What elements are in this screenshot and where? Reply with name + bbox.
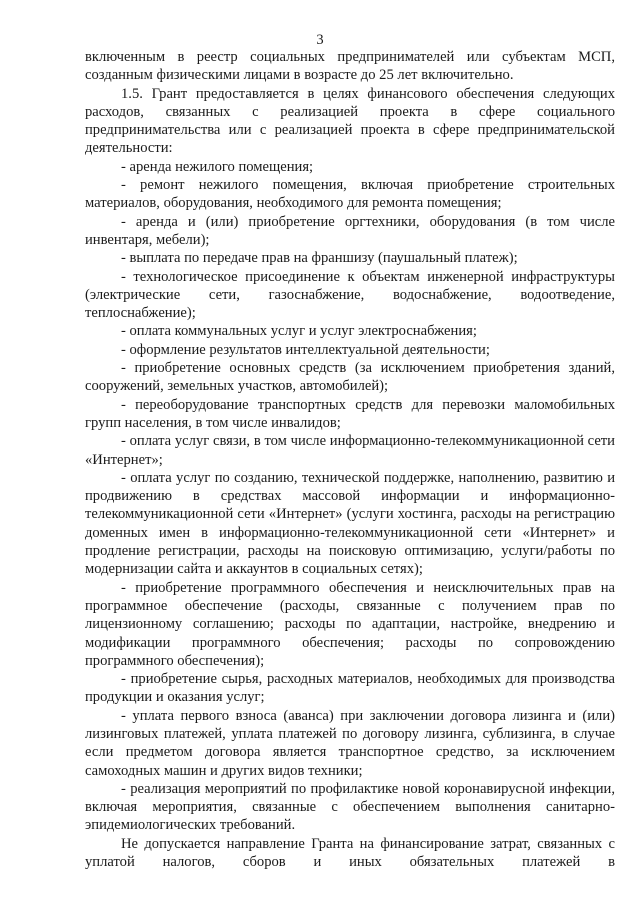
list-item: - переоборудование транспортных средств для перевозки маломобильных групп населения, в том числе инвалидов; [85,396,615,431]
list-item: - приобретение основных средств (за исключением приобретения зданий, сооружений, земельных участков, автомобилей); [85,360,615,395]
closing-paragraph: Не допускается направление Гранта на финансирование затрат, связанных с уплатой налогов, сборов и иных обязательных платежей в [85,835,615,871]
expense-list [85,158,615,835]
list-item: - аренда нежилого помещения; [121,158,314,175]
list-item: - технологическое присоединение к объектам инженерной инфраструктуры (электрические сети, газоснабжение, водоснабжение, водоотведение, теплоснабжение); [85,268,615,322]
list-item: - уплата первого взноса (аванса) при заключении договора лизинга и (или) лизинговых платежей, уплата платежей по договору лизинга, сублизинга, в случае если предметом договора является транспортное средство, за исключением самоходных машин и других видов техники; [85,707,615,779]
list-item: - оплата услуг по созданию, технической поддержке, наполнению, развитию и продвижению в средствах массовой информации и информационно-телекоммуникационной сети «Интернет» (услуги хостинга, расходы на регистрацию доменных имен в информационно-телекоммуникационной сети «Интернет» и продление регистрации, расходы на поисковую оптимизацию, услуги/работы по модернизации сайта и аккаунтов в социальных сетях); [85,469,615,578]
document-body [85,48,615,871]
clause-1-5: 1.5. Грант предоставляется в целях финансового обеспечения следующих расходов, связанных с реализацией проекта в сфере социального предпринимательства или с реализацией проекта в сфере предпринимательской деятельности: [85,85,615,157]
list-item: - оплата услуг связи, в том числе информационно-телекоммуникационной сети «Интернет»; [85,433,615,468]
list-item: - приобретение программного обеспечения и неисключительных прав на программное обеспечение (расходы, связанные с получением прав по лицензионному соглашению; расходы по адаптации, настройке, внедрению и модификации программного обеспечения; расходы по сопровождению программного обеспечения); [85,579,615,669]
list-item: - приобретение сырья, расходных материалов, необходимых для производства продукции и оказания услуг; [85,671,615,706]
list-item: - выплата по передаче прав на франшизу (паушальный платеж); [121,250,518,267]
list-item: - оформление результатов интеллектуальной деятельности; [121,341,490,358]
page-number: 3 [316,32,324,48]
list-item: - ремонт нежилого помещения, включая приобретение строительных материалов, оборудования, необходимого для ремонта помещения; [85,177,615,212]
intro-continuation: включенным в реестр социальных предпринимателей или субъектам МСП, созданным физическими лицами в возрасте до 25 лет включительно. [85,49,615,84]
list-item: - оплата коммунальных услуг и услуг электроснабжения; [121,323,477,340]
list-item: - реализация мероприятий по профилактике новой коронавирусной инфекции, включая мероприятия, связанные с обеспечением выполнения санитарно-эпидемиологических требований. [85,780,615,834]
list-item: - аренда и (или) приобретение оргтехники, оборудования (в том числе инвентаря, мебели); [85,213,615,248]
